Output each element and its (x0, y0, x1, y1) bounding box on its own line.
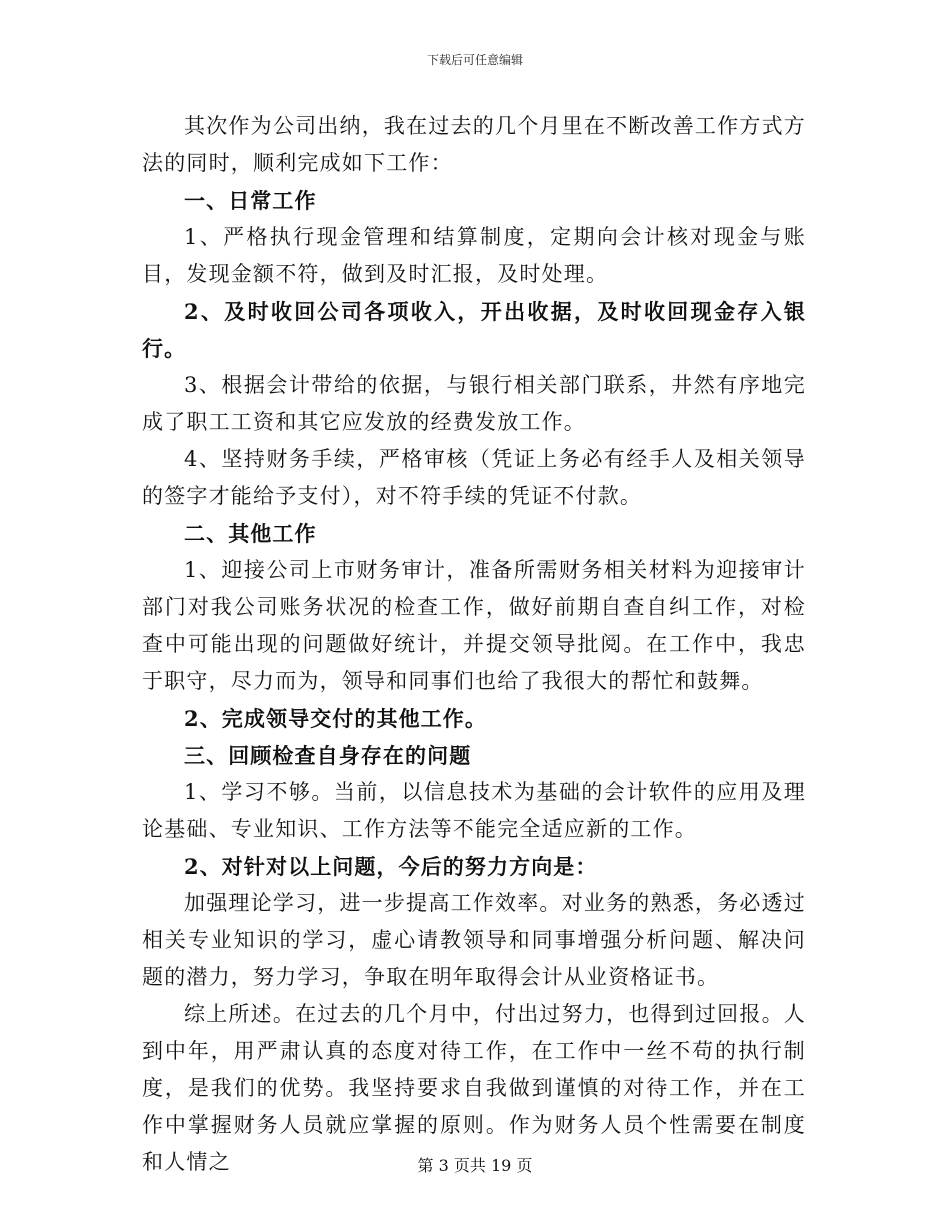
list-item-leader-tasks: 2、完成领导交付的其他工作。 (184, 706, 488, 731)
list-item-insufficient-learning: 1、学习不够。当前，以信息技术为基础的会计软件的应用及理论基础、专业知识、工作方法等不能完全适应新的工作。 (142, 780, 806, 841)
page-header: 下载后可任意编辑 (426, 53, 523, 67)
list-item-collect-income: 2、及时收回公司各项收入，开出收据，及时收回现金存入银行。 (142, 299, 806, 361)
paragraph-intro: 其次作为公司出纳，我在过去的几个月里在不断改善工作方式方法的同时，顺利完成如下工作： (142, 114, 806, 175)
section-heading-review-problems: 三、回顾检查自身存在的问题 (184, 743, 472, 768)
page-footer: 第 3 页共 19 页 (417, 1156, 533, 1175)
list-item-salary-payment: 3、根据会计带给的依据，与银行相关部门联系，井然有序地完成了职工工资和其它应发放的经费发放工作。 (142, 373, 806, 434)
list-item-financial-procedures: 4、坚持财务手续，严格审核（凭证上务必有经手人及相关领导的签字才能给予支付），对不符手续的凭证不付款。 (142, 447, 806, 508)
document-body (142, 108, 806, 1181)
list-item-future-direction: 2、对针对以上问题，今后的努力方向是： (184, 854, 598, 879)
list-item-audit: 1、迎接公司上市财务审计，准备所需财务相关材料为迎接审计部门对我公司账务状况的检查工作，做好前期自查自纠工作，对检查中可能出现的问题做好统计，并提交领导批阅。在工作中，我忠于职守，尽力而为，领导和同事们也给了我很大的帮忙和鼓舞。 (142, 558, 806, 693)
section-heading-daily-work: 一、日常工作 (184, 188, 317, 213)
paragraph-strengthen-learning: 加强理论学习，进一步提高工作效率。对业务的熟悉，务必透过相关专业知识的学习，虚心请教领导和同事增强分析问题、解决问题的潜力，努力学习，争取在明年取得会计从业资格证书。 (142, 891, 806, 989)
list-item-cash-management: 1、严格执行现金管理和结算制度，定期向会计核对现金与账目，发现金额不符，做到及时汇报，及时处理。 (142, 225, 806, 286)
section-heading-other-work: 二、其他工作 (184, 521, 317, 546)
paragraph-summary: 综上所述。在过去的几个月中，付出过努力，也得到过回报。人到中年，用严肃认真的态度对待工作，在工作中一丝不苟的执行制度，是我们的优势。我坚持要求自我做到谨慎的对待工作，并在工作中掌握财务人员就应掌握的原则。作为财务人员个性需要在制度和人情之 (142, 1002, 806, 1174)
